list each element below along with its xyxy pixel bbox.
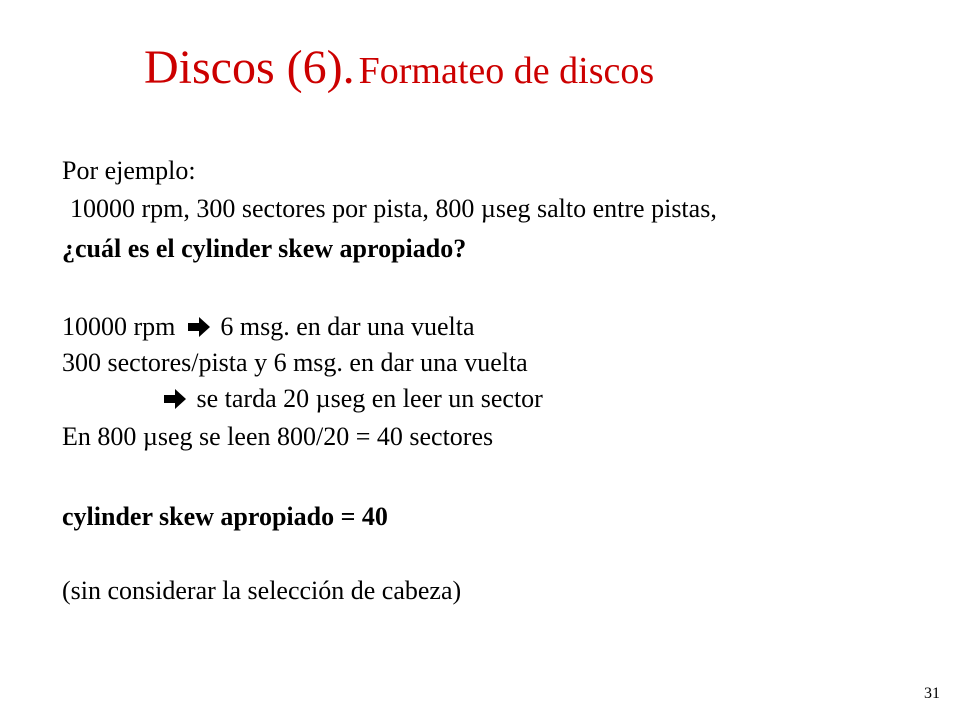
note-text: (sin considerar la selección de cabeza) [62, 576, 462, 605]
step3-line [164, 386, 543, 412]
intro-text: Por ejemplo: [62, 156, 196, 185]
answer-text: cylinder skew apropiado = 40 [62, 502, 388, 531]
question-text: ¿cuál es el cylinder skew apropiado? [62, 234, 467, 263]
step1-result: 6 msg. en dar una vuelta [220, 312, 475, 341]
step2-text: 300 sectores/pista y 6 msg. en dar una vuelta [62, 348, 528, 377]
page-number: 31 [924, 685, 940, 702]
right-arrow-icon [164, 389, 186, 409]
right-arrow-icon [188, 317, 210, 337]
slide-title [144, 41, 655, 94]
step1-line [62, 314, 475, 340]
step4-text: En 800 µseg se leen 800/20 = 40 sectores [62, 422, 494, 451]
title-main: Discos (6). [144, 41, 355, 94]
step1-rpm: 10000 rpm [62, 312, 176, 341]
given-text: 10000 rpm, 300 sectores por pista, 800 µseg salto entre pistas, [70, 194, 717, 223]
step3-text: se tarda 20 µseg en leer un sector [196, 384, 543, 413]
title-sub: Formateo de discos [358, 50, 655, 92]
